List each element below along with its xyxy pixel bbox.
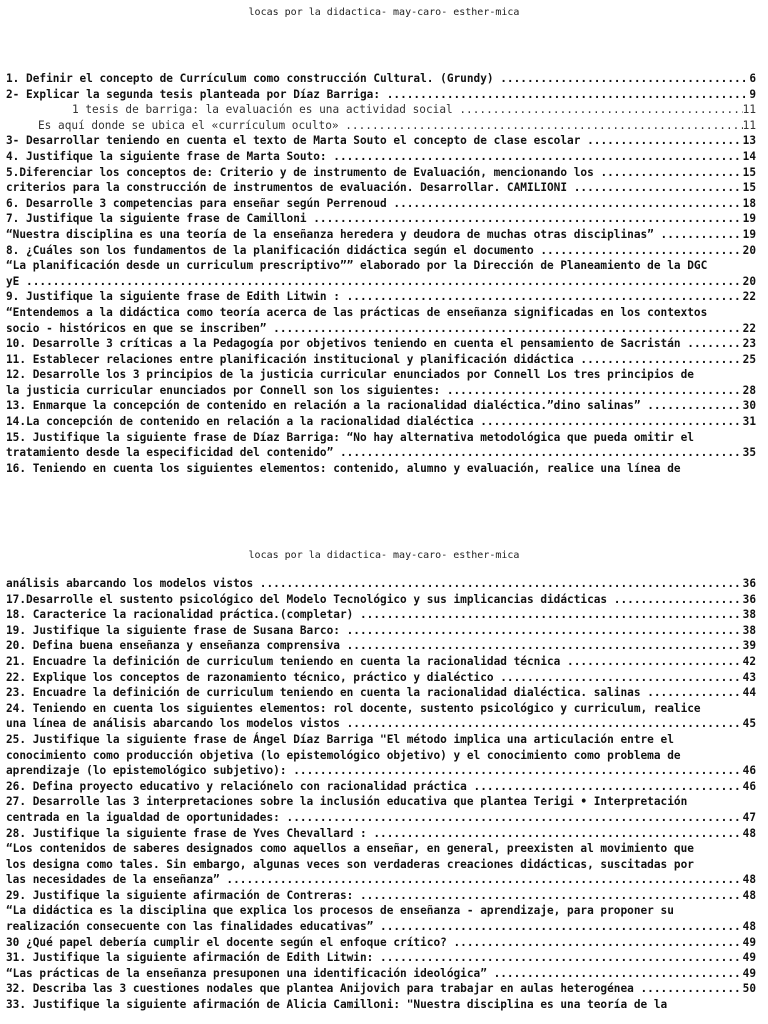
- toc-entry-text: 3- Desarrollar teniendo en cuenta el texto de Marta Souto el concepto de clase escolar .....: [6, 133, 743, 149]
- toc-entry-text: los designa como tales. Sin embargo, algunas veces son verdaderas creaciones didácticas, suscitadas por: [6, 857, 694, 871]
- toc-entry-text: aprendizaje (lo epistemológico subjetivo): .....: [6, 763, 743, 779]
- toc-entry-page-number: 46: [742, 779, 756, 793]
- toc-entry-text: conocimiento como producción objetiva (lo epistemológico objetivo) y el conocimiento como problema de: [6, 748, 681, 762]
- toc-entry-page-number: 20: [742, 243, 756, 257]
- toc-entry-page-number: 35: [742, 446, 756, 460]
- table-of-contents-page-2: [6, 576, 756, 1013]
- toc-entry[interactable]: [6, 701, 756, 717]
- toc-entry[interactable]: [6, 592, 756, 608]
- toc-entry-text: 28. Justifique la siguiente frase de Yves Chevallard : .....: [6, 826, 743, 842]
- toc-entry[interactable]: [6, 211, 756, 227]
- toc-entry-page-number: 22: [742, 321, 756, 335]
- toc-entry[interactable]: [6, 903, 756, 919]
- toc-entry-text: 22. Explique los conceptos de razonamiento técnico, práctico y dialéctico .....: [6, 670, 743, 686]
- toc-entry[interactable]: [6, 243, 756, 259]
- toc-entry-text: centrada en la igualdad de oportunidades: .....: [6, 810, 743, 826]
- toc-entry-text: 16. Teniendo en cuenta los siguientes elementos: contenido, alumno y evaluación, realice una línea de: [6, 461, 681, 475]
- toc-entry-page-number: 36: [742, 592, 756, 606]
- toc-entry-text: 19. Justifique la siguiente frase de Susana Barco: .....: [6, 623, 743, 639]
- toc-entry[interactable]: [6, 950, 756, 966]
- toc-entry[interactable]: [6, 857, 756, 873]
- toc-entry-text: una línea de análisis abarcando los modelos vistos .....: [6, 716, 743, 732]
- toc-entry[interactable]: [6, 289, 756, 305]
- toc-entry-text: 6. Desarrolle 3 competencias para enseñar según Perrenoud .....: [6, 196, 743, 212]
- toc-entry-page-number: 31: [742, 415, 756, 429]
- toc-entry[interactable]: [6, 685, 756, 701]
- toc-entry-text: 27. Desarrolle las 3 interpretaciones sobre la inclusión educativa que plantea Terigi • Interpretación: [6, 795, 688, 809]
- toc-entry-page-number: 20: [742, 274, 756, 288]
- toc-entry[interactable]: [6, 872, 756, 888]
- toc-entry[interactable]: [6, 336, 756, 352]
- toc-entry-page-number: 22: [742, 290, 756, 304]
- toc-entry-page-number: 11: [742, 103, 756, 117]
- toc-entry[interactable]: [6, 654, 756, 670]
- toc-entry-page-number: 49: [742, 966, 756, 980]
- toc-entry[interactable]: [6, 935, 756, 951]
- toc-entry-text: “La planificación desde un curriculum prescriptivo”” elaborado por la Dirección de Planeamiento de la DGC: [6, 259, 708, 273]
- toc-entry[interactable]: [6, 716, 756, 732]
- toc-entry[interactable]: [6, 576, 756, 592]
- toc-entry[interactable]: [6, 670, 756, 686]
- toc-entry-text: “Los contenidos de saberes designados como aquellos a enseñar, en general, preexisten al movimiento que: [6, 842, 694, 856]
- toc-entry-page-number: 44: [742, 686, 756, 700]
- toc-entry-text: 23. Encuadre la definición de curriculum teniendo en cuenta la racionalidad dialéctica. salinas .....: [6, 685, 743, 701]
- toc-entry[interactable]: [6, 367, 756, 383]
- toc-entry-text: 30 ¿Qué papel debería cumplir el docente según el enfoque crítico? .....: [6, 935, 743, 951]
- toc-entry-text: 1 tesis de barriga: la evaluación es una actividad social .....: [72, 102, 743, 118]
- toc-entry[interactable]: [6, 966, 756, 982]
- toc-entry-page-number: 48: [742, 888, 756, 902]
- toc-entry[interactable]: [6, 352, 756, 368]
- toc-entry[interactable]: [6, 445, 756, 461]
- toc-entry-text: 33. Justifique la siguiente afirmación de Alicia Camilloni: "Nuestra disciplina es una teoría de la: [6, 998, 668, 1012]
- toc-entry-page-number: 48: [742, 873, 756, 887]
- toc-entry[interactable]: [6, 118, 756, 134]
- toc-entry-page-number: 23: [742, 337, 756, 351]
- toc-entry-text: la justicia curricular enunciados por Connell son los siguientes: .....: [6, 383, 743, 399]
- toc-entry-page-number: 30: [742, 399, 756, 413]
- toc-entry[interactable]: [6, 732, 756, 748]
- toc-entry-text: 21. Encuadre la definición de curriculum teniendo en cuenta la racionalidad técnica .....: [6, 654, 743, 670]
- toc-entry-text: análisis abarcando los modelos vistos .....: [6, 576, 743, 592]
- toc-entry-page-number: 49: [742, 935, 756, 949]
- toc-entry-page-number: 50: [742, 982, 756, 996]
- toc-entry[interactable]: [6, 305, 756, 321]
- toc-entry[interactable]: [6, 321, 756, 337]
- toc-entry-text: 10. Desarrolle 3 críticas a la Pedagogía por objetivos teniendo en cuenta el pensamiento de Sacristán .....: [6, 336, 743, 352]
- toc-entry-page-number: 47: [742, 810, 756, 824]
- toc-entry-text: 17.Desarrolle el sustento psicológico del Modelo Tecnológico y sus implicancias didácticas .....: [6, 592, 743, 608]
- toc-entry[interactable]: [6, 461, 756, 477]
- toc-entry[interactable]: [6, 919, 756, 935]
- toc-entry-page-number: 15: [742, 165, 756, 179]
- toc-entry-text: realización consecuente con las finalidades educativas” .....: [6, 919, 743, 935]
- toc-entry-text: 5.Diferenciar los conceptos de: Criterio y de instrumento de Evaluación, mencionando los .....: [6, 165, 743, 181]
- toc-entry-page-number: 36: [742, 577, 756, 590]
- toc-entry-page-number: 38: [742, 608, 756, 622]
- toc-entry-text: “Las prácticas de la enseñanza presuponen una identificación ideológica” .....: [6, 966, 743, 982]
- toc-entry[interactable]: [6, 133, 756, 149]
- toc-entry[interactable]: [6, 997, 756, 1013]
- toc-entry-text: 18. Caracterice la racionalidad práctica.(completar) .....: [6, 607, 743, 623]
- toc-entry[interactable]: [6, 826, 756, 842]
- toc-entry[interactable]: [6, 763, 756, 779]
- toc-entry-text: 13. Enmarque la concepción de contenido en relación a la racionalidad dialéctica.”dino salinas” .....: [6, 398, 743, 414]
- toc-entry-page-number: 18: [742, 196, 756, 210]
- page2-running-header: locas por la didactica- may-caro- esther-mica: [248, 550, 520, 561]
- toc-entry-page-number: 49: [742, 951, 756, 965]
- toc-entry-text: 2- Explicar la segunda tesis planteada por Díaz Barriga: .....: [6, 87, 749, 103]
- toc-entry-text: 7. Justifique la siguiente frase de Camilloni .....: [6, 211, 743, 227]
- page1-running-header: locas por la didactica- may-caro- esther-mica: [248, 7, 520, 18]
- toc-entry-page-number: 9: [749, 87, 756, 101]
- toc-entry[interactable]: [6, 981, 756, 997]
- toc-entry-text: 9. Justifique la siguiente frase de Edith Litwin : .....: [6, 289, 743, 305]
- toc-entry-text: 8. ¿Cuáles son los fundamentos de la planificación didáctica según el documento .....: [6, 243, 743, 259]
- toc-entry-text: tratamiento desde la especificidad del contenido” .....: [6, 445, 743, 461]
- table-of-contents-page-1: [6, 71, 756, 476]
- toc-entry[interactable]: [6, 87, 756, 103]
- toc-entry[interactable]: [6, 810, 756, 826]
- toc-entry-text: “Entendemos a la didáctica como teoría acerca de las prácticas de enseñanza significadas en los contextos: [6, 305, 708, 319]
- toc-entry[interactable]: [6, 779, 756, 795]
- toc-entry-text: criterios para la construcción de instrumentos de evaluación. Desarrollar. CAMILIONI .....: [6, 180, 743, 196]
- toc-entry-text: las necesidades de la enseñanza” .....: [6, 872, 743, 888]
- toc-entry-text: 4. Justifique la siguiente frase de Marta Souto: .....: [6, 149, 743, 165]
- toc-entry[interactable]: [6, 258, 756, 274]
- toc-entry[interactable]: [6, 180, 756, 196]
- toc-entry[interactable]: [6, 638, 756, 654]
- toc-entry-page-number: 11: [742, 118, 756, 132]
- toc-entry-page-number: 25: [742, 352, 756, 366]
- toc-entry-text: 24. Teniendo en cuenta los siguientes elementos: rol docente, sustento psicológico y curriculum, realice: [6, 701, 701, 715]
- toc-entry-text: 15. Justifique la siguiente frase de Díaz Barriga: “No hay alternativa metodológica que pueda omitir el: [6, 430, 694, 444]
- toc-entry-page-number: 48: [742, 826, 756, 840]
- toc-entry-text: socio - históricos en que se inscriben” .....: [6, 321, 743, 337]
- toc-entry[interactable]: [6, 383, 756, 399]
- toc-entry[interactable]: [6, 227, 756, 243]
- toc-entry-page-number: 19: [742, 212, 756, 226]
- toc-entry[interactable]: [6, 623, 756, 639]
- toc-entry-page-number: 28: [742, 383, 756, 397]
- toc-entry[interactable]: [6, 274, 756, 290]
- toc-entry-page-number: 39: [742, 639, 756, 653]
- toc-entry-text: “La didáctica es la disciplina que explica los procesos de enseñanza - aprendizaje, para proponer su: [6, 904, 674, 918]
- toc-entry-text: 14.La concepción de contenido en relación a la racionalidad dialéctica .....: [6, 414, 743, 430]
- toc-entry[interactable]: [6, 888, 756, 904]
- toc-entry[interactable]: [6, 607, 756, 623]
- toc-entry-page-number: 42: [742, 654, 756, 668]
- toc-entry[interactable]: [6, 414, 756, 430]
- toc-entry-text: Es aquí donde se ubica el «currículum oculto» .....: [38, 118, 743, 134]
- toc-entry-text: 31. Justifique la siguiente afirmación de Edith Litwin: .....: [6, 950, 743, 966]
- toc-entry-text: 1. Definir el concepto de Currículum como construcción Cultural. (Grundy) .....: [6, 71, 749, 87]
- toc-entry-text: “Nuestra disciplina es una teoría de la enseñanza heredera y deudora de muchas otras disciplinas” .....: [6, 227, 743, 243]
- toc-entry-page-number: 15: [742, 181, 756, 195]
- toc-entry[interactable]: [6, 794, 756, 810]
- toc-entry[interactable]: [6, 430, 756, 446]
- toc-entry[interactable]: [6, 748, 756, 764]
- toc-entry[interactable]: [6, 841, 756, 857]
- toc-entry-page-number: 19: [742, 227, 756, 241]
- toc-entry-text: 32. Describa las 3 cuestiones nodales que plantea Anijovich para trabajar en aulas heterogénea .....: [6, 981, 743, 997]
- toc-entry-text: 20. Defina buena enseñanza y enseñanza comprensiva .....: [6, 638, 743, 654]
- toc-entry-text: 29. Justifique la siguiente afirmación de Contreras: .....: [6, 888, 743, 904]
- toc-entry-page-number: 43: [742, 670, 756, 684]
- toc-entry[interactable]: [6, 149, 756, 165]
- toc-entry-text: 25. Justifique la siguiente frase de Ángel Díaz Barriga "El método implica una articulación entre el: [6, 732, 674, 746]
- toc-entry[interactable]: [6, 102, 756, 118]
- toc-entry-page-number: 14: [742, 149, 756, 163]
- toc-entry-page-number: 46: [742, 764, 756, 778]
- toc-entry[interactable]: [6, 196, 756, 212]
- toc-entry-page-number: 48: [742, 920, 756, 934]
- toc-entry[interactable]: [6, 165, 756, 181]
- toc-entry-text: yE .....: [6, 274, 743, 290]
- toc-entry-text: 12. Desarrolle los 3 principios de la justicia curricular enunciados por Connell Los tres principios de: [6, 368, 694, 382]
- toc-entry-page-number: 6: [749, 72, 756, 85]
- toc-entry-text: 26. Defina proyecto educativo y relaciónelo con racionalidad práctica .....: [6, 779, 743, 795]
- toc-entry-page-number: 38: [742, 623, 756, 637]
- toc-entry[interactable]: [6, 398, 756, 414]
- toc-entry-page-number: 13: [742, 134, 756, 148]
- toc-entry-text: 11. Establecer relaciones entre planificación institucional y planificación didáctica .....: [6, 352, 743, 368]
- toc-entry[interactable]: [6, 71, 756, 87]
- toc-entry-page-number: 45: [742, 717, 756, 731]
